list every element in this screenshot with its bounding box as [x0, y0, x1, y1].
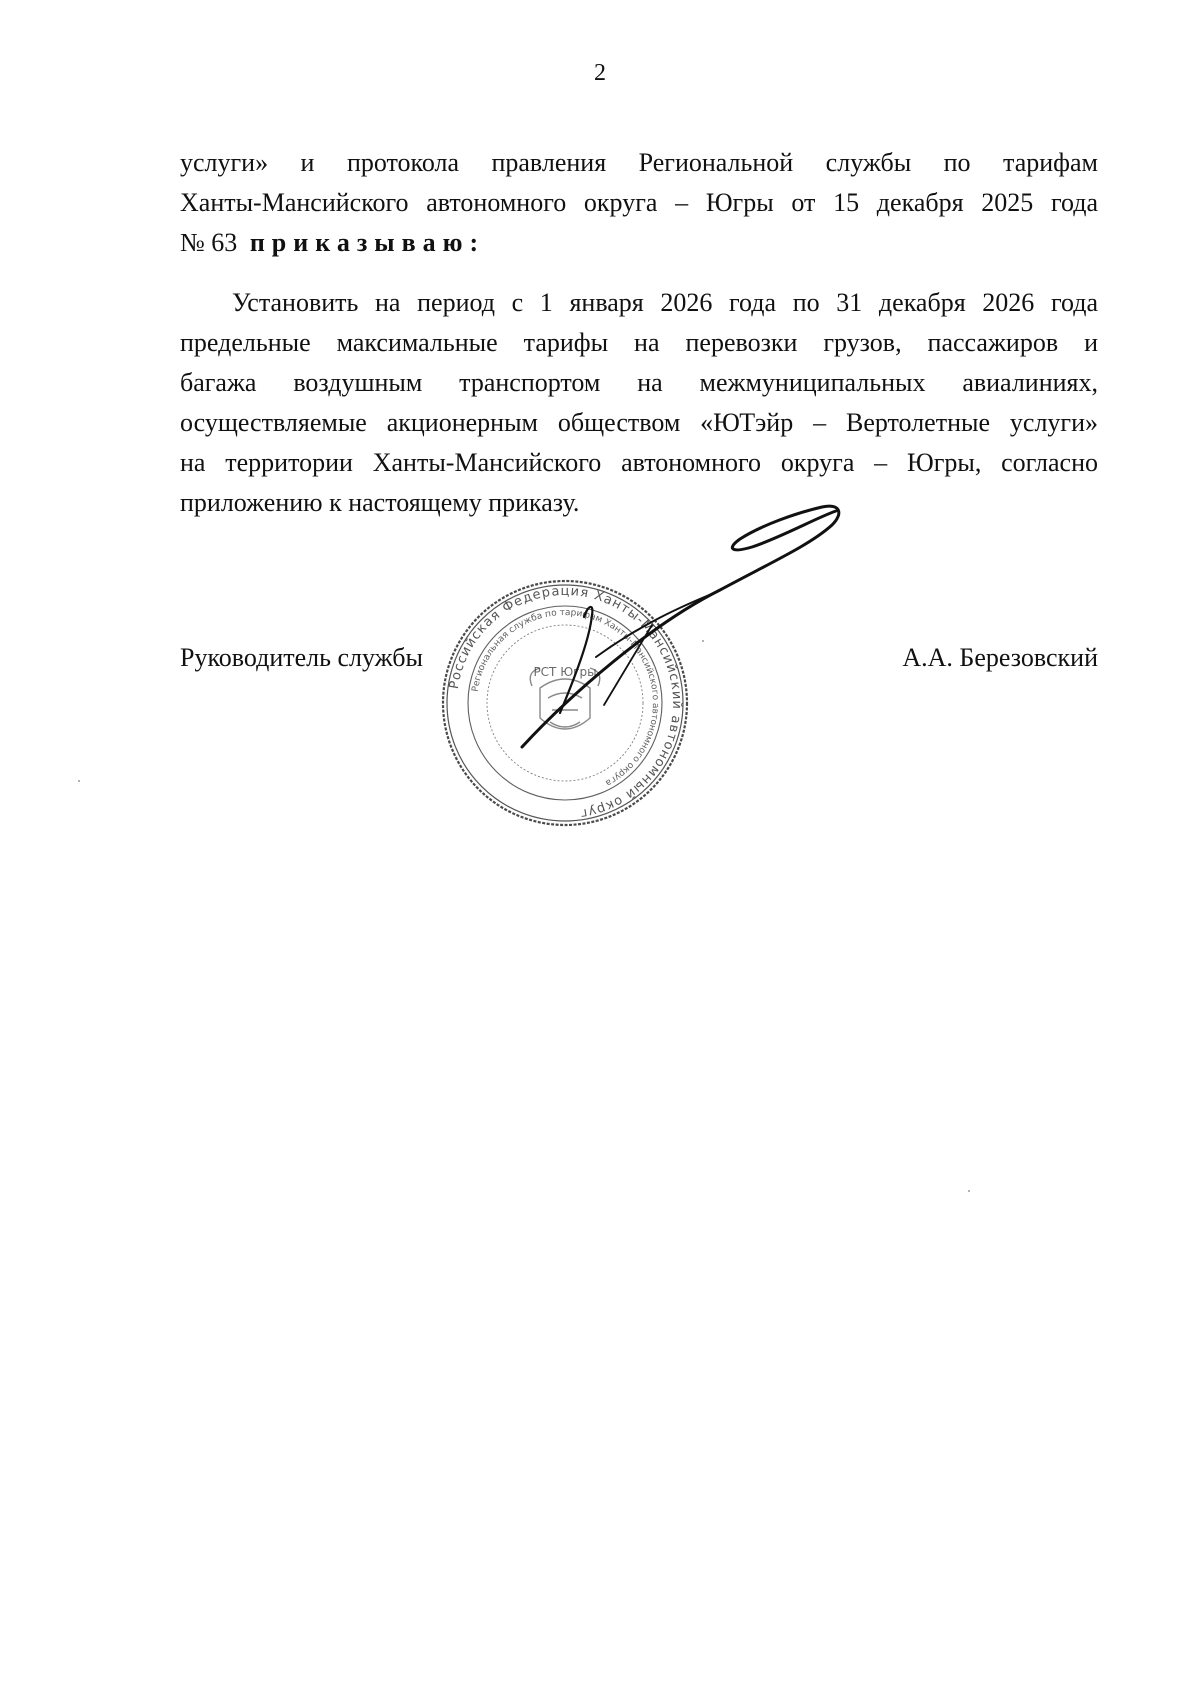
paragraph-line-1: Установить на период с 1 января 2026 года по 31 декабря 2026 года	[232, 288, 1098, 317]
order-word: приказываю:	[249, 228, 486, 257]
intro-line-2: Ханты-Мансийского автономного округа – Югры от 15 декабря 2025 года	[180, 188, 1098, 217]
scan-speck	[702, 640, 704, 642]
page-number: 2	[594, 60, 606, 86]
signer-title: Руководитель службы	[180, 643, 423, 672]
intro-line-3	[180, 223, 1098, 263]
order-number: № 63	[180, 228, 238, 257]
paragraph-line-5: на территории Ханты-Мансийского автономного округа – Югры, согласно	[180, 448, 1098, 477]
stamp-outer-text: Российская Федерация Ханты-Мансийский автономный округ	[446, 583, 685, 822]
stamp-inner-text: Региональная служба по тарифам Ханты-Мансийского автономного округа	[470, 607, 661, 788]
paragraph-line-2: предельные максимальные тарифы на перевозки грузов, пассажиров и	[180, 328, 1098, 357]
signer-name: А.А. Березовский	[902, 643, 1098, 672]
scan-speck	[78, 780, 80, 782]
stamp-center-text: РСТ Югры	[533, 665, 597, 679]
paragraph-line-6: приложению к настоящему приказу.	[180, 488, 580, 517]
paragraph-line-3: багажа воздушным транспортом на межмуниципальных авиалиниях,	[180, 368, 1098, 397]
scan-speck	[968, 1190, 970, 1192]
paragraph-line-4: осуществляемые акционерным обществом «ЮТэйр – Вертолетные услуги»	[180, 408, 1098, 437]
intro-line-1: услуги» и протокола правления Региональной службы по тарифам	[180, 148, 1098, 177]
handwritten-signature	[500, 495, 920, 755]
